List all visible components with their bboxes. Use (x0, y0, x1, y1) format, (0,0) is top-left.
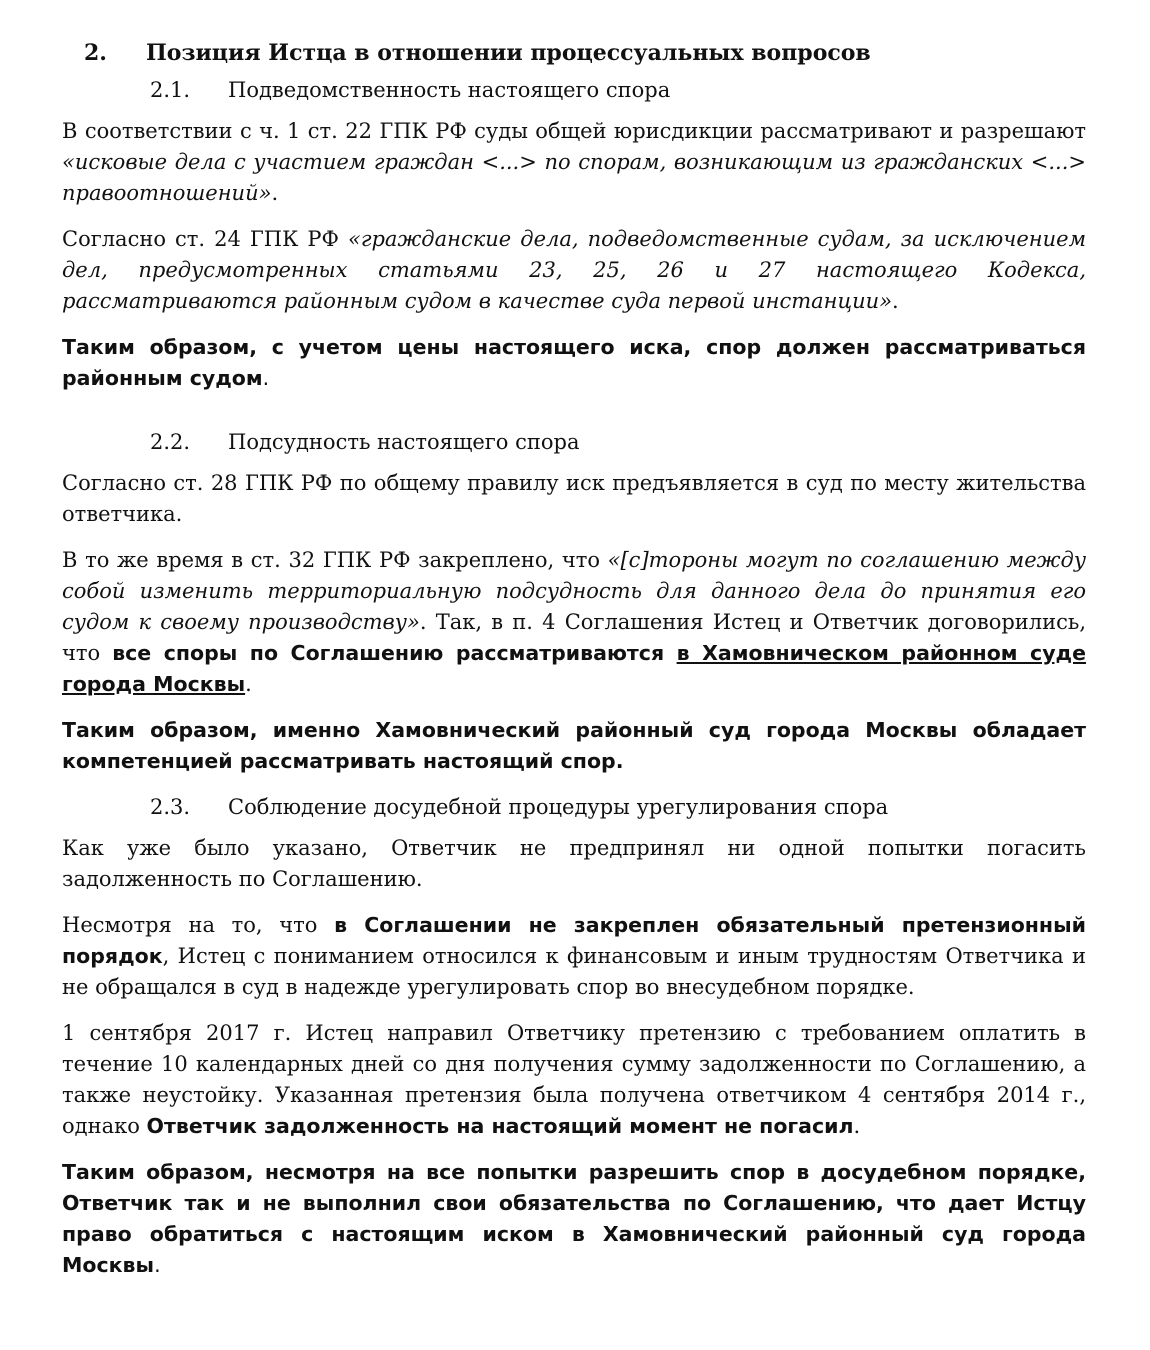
paragraph-text: . (853, 1114, 861, 1138)
bold-text: Таким образом, именно Хамовнический районный суд города Москвы обладает компетенцией рассматривать настоящий спор. (62, 718, 1086, 773)
paragraph-text: Несмотря на то, что (62, 913, 335, 937)
paragraph-text: Согласно ст. 24 ГПК РФ (62, 227, 349, 251)
paragraph-text: . (892, 289, 899, 313)
subsection-number: 2.1. (150, 78, 191, 102)
paragraph-claim-procedure (62, 910, 1086, 1003)
paragraph-conclusion-2 (62, 715, 1086, 777)
paragraph-venue-agreement (62, 545, 1086, 700)
bold-text: все споры по Соглашению рассматриваются (112, 641, 677, 665)
paragraph-text: . (154, 1253, 161, 1277)
quote-text: «исковые дела с участием граждан <...> по спорам, возникающим из гражданских <...> правоотношений» (62, 150, 1086, 205)
paragraph-text: . (271, 181, 279, 205)
paragraph-conclusion-1 (62, 332, 1086, 394)
paragraph-jurisdiction (62, 116, 1086, 209)
section-2-heading (84, 38, 1086, 69)
paragraph-venue-rule: Согласно ст. 28 ГПК РФ по общему правилу иск предъявляется в суд по месту жительства ответчика. (62, 471, 1086, 526)
subsection-title: Соблюдение досудебной процедуры урегулирования спора (228, 795, 889, 819)
document-page (62, 38, 1086, 1296)
subsection-2-1-heading (150, 75, 1086, 106)
subsection-number: 2.2. (150, 430, 191, 454)
section-title: Позиция Истца в отношении процессуальных вопросов (146, 40, 871, 66)
paragraph-text: В соответствии с ч. 1 ст. 22 ГПК РФ суды общей юрисдикции рассматривают и разрешают (62, 119, 1086, 143)
paragraph-district-court (62, 224, 1086, 317)
bold-text: Ответчик задолженность на настоящий момент не погасил (146, 1114, 854, 1138)
section-number: 2. (84, 40, 107, 66)
subsection-number: 2.3. (150, 795, 191, 819)
paragraph-claim-sent (62, 1018, 1086, 1142)
bold-text: в Соглашении не закреплен обязательный претензионный порядок (62, 913, 1087, 968)
paragraph-no-payment: Как уже было указано, Ответчик не предпринял ни одной попытки погасить задолженность по Соглашению. (62, 836, 1086, 891)
paragraph-text: . (262, 366, 270, 390)
subsection-title: Подведомственность настоящего спора (228, 78, 671, 102)
quote-text: «[с]тороны могут по соглашению между собой изменить территориальную подсудность для данного дела до принятия его судом к своему производству» (62, 548, 1086, 634)
underlined-bold-text: в Хамовническом районном суде города Москвы (62, 641, 1087, 696)
paragraph-text: . (245, 672, 252, 696)
quote-text: «гражданские дела, подведомственные судам, за исключением дел, предусмотренных статьями 23, 25, 26 и 27 настоящего Кодекса, рассматриваются районным судом в качестве суда первой инстанции» (62, 227, 1086, 313)
subsection-2-2-heading (150, 427, 1086, 458)
subsection-title: Подсудность настоящего спора (228, 430, 580, 454)
paragraph-text: . Так, в п. 4 Соглашения Истец и Ответчик договорились, что (62, 610, 1086, 665)
paragraph-text: , Истец с пониманием относился к финансовым и иным трудностям Ответчика и не обращался в суд в надежде урегулировать спор во внесудебном порядке. (62, 944, 1086, 999)
subsection-2-3-heading (150, 792, 1086, 823)
paragraph-text: 1 сентября 2017 г. Истец направил Ответчику претензию с требованием оплатить в течение 10 календарных дней со дня получения сумму задолженности по Соглашению, а также неустойку. Указанная претензия была получена ответчиком 4 сентября 2014 г., однако (62, 1021, 1086, 1138)
paragraph-conclusion-3 (62, 1157, 1086, 1281)
bold-text: Таким образом, несмотря на все попытки разрешить спор в досудебном порядке, Ответчик так и не выполнил свои обязательства по Соглашению, что дает Истцу право обратиться с настоящим иском в Хамовнический районный суд города Москвы (62, 1160, 1086, 1277)
bold-text: Таким образом, с учетом цены настоящего иска, спор должен рассматриваться районным судом (62, 335, 1086, 390)
paragraph-text: В то же время в ст. 32 ГПК РФ закреплено, что (62, 548, 608, 572)
